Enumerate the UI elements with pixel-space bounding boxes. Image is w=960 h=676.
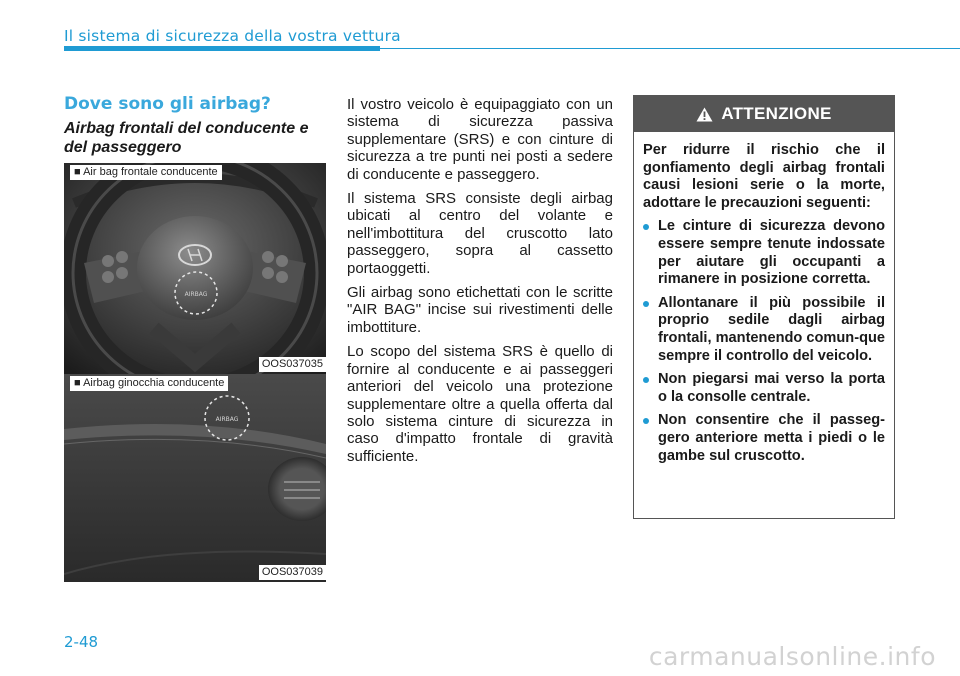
figure-code: OOS037039 [259,565,326,580]
knee-airbag-photo [64,374,326,582]
figure-knee-airbag [64,374,326,582]
subsection-title: Airbag frontali del conducente e del passeggero [64,120,309,156]
header-title: Il sistema di sicurezza della vostra vettura [64,27,401,45]
steering-wheel-photo [64,163,326,374]
bullet-icon [643,301,649,307]
header-rule-thin [380,48,960,49]
header-rule-thick [64,46,380,51]
airbag-label-knee: AIRBAG [215,416,239,423]
warning-header [634,96,894,132]
page-number: 2-48 [64,633,99,651]
figure-steering-wheel [64,163,326,374]
figure-caption: ■ Airbag ginocchia conducente [70,376,228,391]
warning-item [643,412,885,465]
body-paragraph: Il vostro veicolo è equipaggiato con un sistema di sicurezza passiva supplementare (SRS) e con cinture di sicurezza a tre punti nei posti a sedere di conducente e passeggero. [347,96,613,183]
bullet-icon [643,418,649,424]
figure-caption: ■ Air bag frontale conducente [70,165,222,180]
warning-intro: Per ridurre il rischio che il gonfiamento degli airbag frontali causi lesioni serie o la morte, adottare le precauzioni seguenti: [643,142,885,211]
airbag-label-steering: AIRBAG [184,291,208,298]
warning-box [633,95,895,519]
warning-item-text: Non piegarsi mai verso la porta o la consolle centrale. [658,371,885,405]
warning-list [643,218,885,465]
figure-code: OOS037035 [259,357,326,372]
warning-item-text: Allontanare il più possibile il proprio sedile dagli airbag frontali, mantenendo comun-que sempre il controllo del veicolo. [658,294,886,364]
warning-title: ATTENZIONE [721,104,832,123]
warning-triangle-icon [696,107,713,122]
body-paragraph: Gli airbag sono etichettati con le scritte "AIR BAG" incise sui rivestimenti delle imbottiture. [347,284,613,336]
warning-item [643,295,885,365]
warning-item [643,371,885,406]
body-paragraph: Il sistema SRS consiste degli airbag ubicati al centro del volante e nell'imbottitura del cruscotto lato passeggero, sopra al cassetto portaoggetti. [347,190,613,277]
watermark: carmanualsonline.info [648,642,936,671]
bullet-icon [643,377,649,383]
body-paragraph: Lo scopo del sistema SRS è quello di fornire al conducente e ai passeggeri anteriori del veicolo una protezione supplementare oltre a quella offerta dal solo sistema cinture di sicurezza in caso d'impatto frontale di gravità sufficiente. [347,343,613,465]
warning-item-text: Non consentire che il passeg-gero anteriore metta i piedi o le gambe sul cruscotto. [658,412,885,464]
warning-item-text: Le cinture di sicurezza devono essere sempre tenute indossate per aiutare gli occupanti a rimanere in posizione corretta. [658,218,885,288]
section-title: Dove sono gli airbag? [64,94,271,114]
bullet-icon [643,224,649,230]
warning-item [643,218,885,288]
body-text [347,96,613,472]
